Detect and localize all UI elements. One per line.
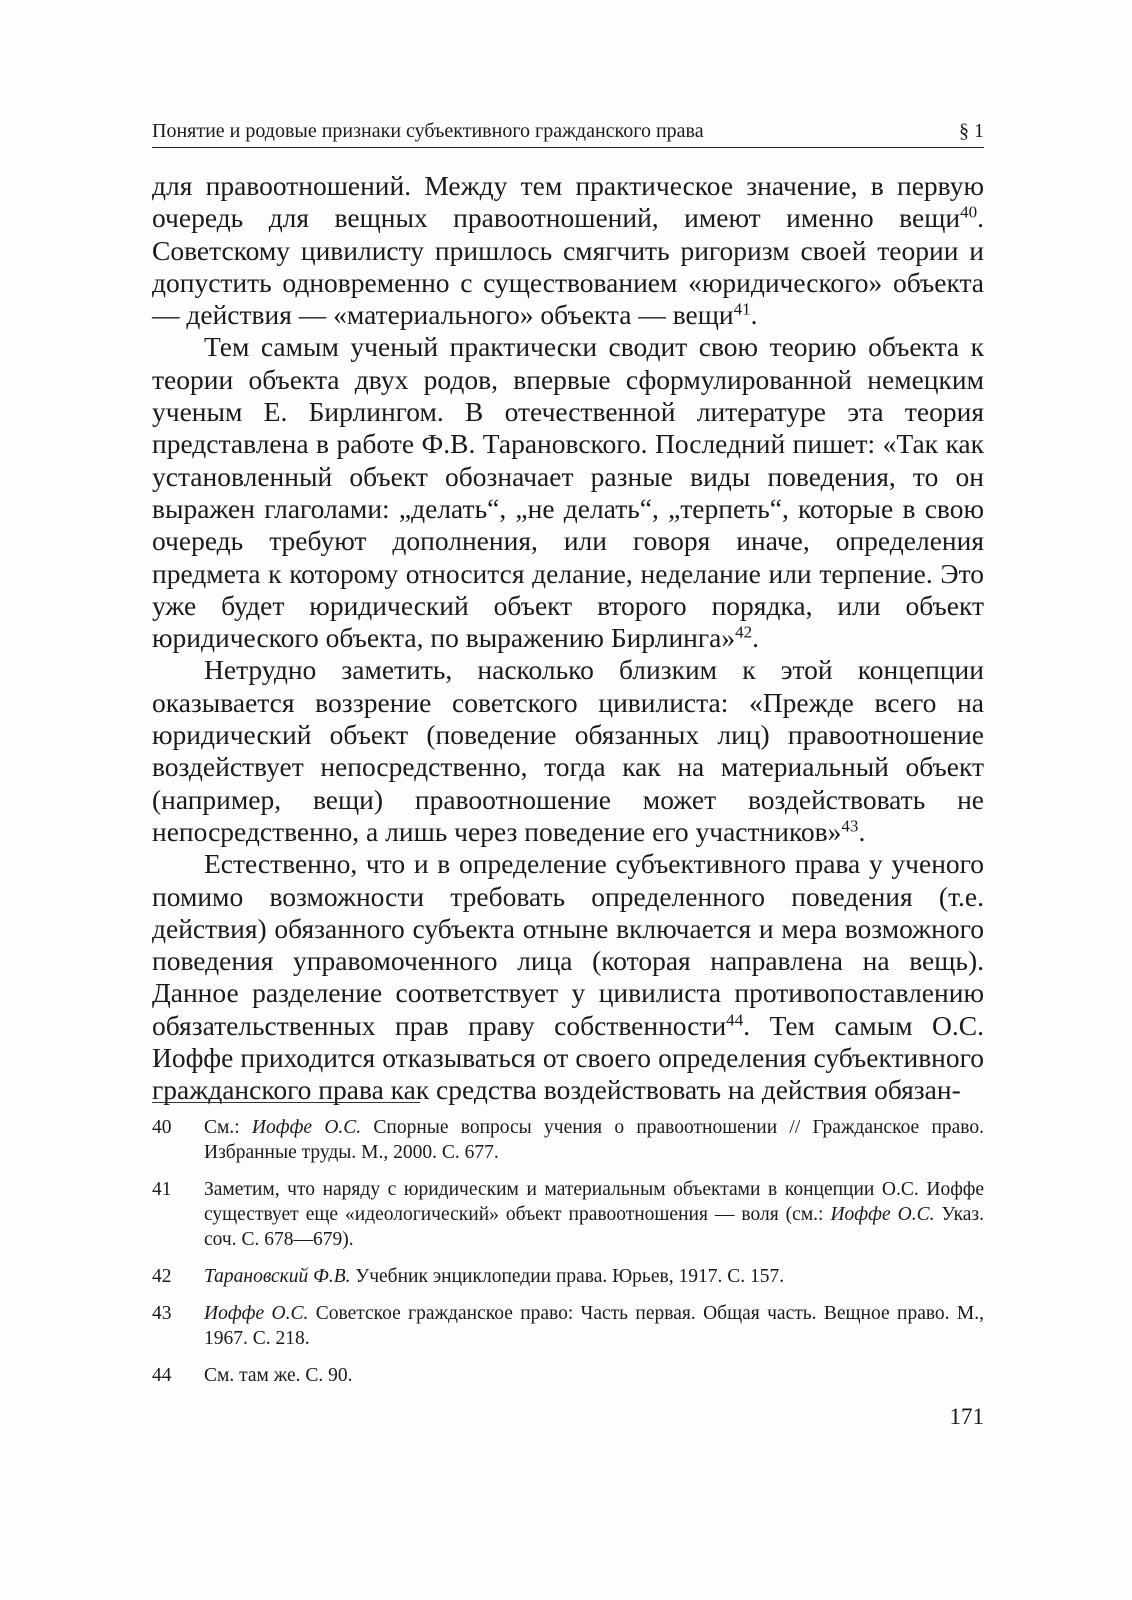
footnote-ref: 42 bbox=[735, 622, 753, 642]
paragraph-text: . bbox=[858, 815, 866, 847]
paragraph-1 bbox=[152, 170, 984, 331]
paragraph-4 bbox=[152, 848, 984, 1106]
running-header bbox=[152, 119, 984, 148]
footnote-40 bbox=[152, 1115, 984, 1165]
footnote-41 bbox=[152, 1177, 984, 1252]
footnote-text-part: Указ. соч. С. 678—679). bbox=[204, 1204, 984, 1250]
footnote-number: 41 bbox=[152, 1179, 172, 1200]
paragraph-text: . Тем самым О.С. Иоффе приходится отказываться от своего определения субъективного гражданского права как средства воздействовать на действия обязан- bbox=[152, 1009, 984, 1106]
footnote-42 bbox=[152, 1264, 984, 1289]
footnote-43 bbox=[152, 1301, 984, 1351]
paragraph-text: . Советскому цивилисту пришлось смягчить ригоризм своей теории и допустить одновременно с существованием «юридического» объекта — действия — «материального» объекта — вещи bbox=[152, 202, 984, 331]
footnote-text-part: См.: bbox=[204, 1117, 252, 1138]
footnote-number: 40 bbox=[152, 1117, 172, 1138]
main-text bbox=[152, 170, 984, 1107]
footnote-text bbox=[204, 1115, 984, 1165]
footnote-ref: 43 bbox=[841, 816, 859, 836]
footnotes bbox=[152, 1115, 984, 1400]
footnote-author: Иоффе О.С. bbox=[251, 1117, 362, 1138]
footnote-divider bbox=[152, 1102, 420, 1103]
footnote-text bbox=[204, 1363, 984, 1388]
paragraph-text: . bbox=[750, 299, 758, 331]
paragraph-text: Тем самым ученый практически сводит свою теорию объекта к теории объекта двух родов, впервые сформулированной немецким ученым Е. Бирлингом. В отечественной литературе эта теория представлена в работе Ф.В. Тарановского. Последний пишет: «Так как установленный объект обозначает разные виды поведения, то он выражен глаголами: „делать“, „не делать“, „терпеть“, которые в свою очередь требуют дополнения, или говоря иначе, определения предмета к которому относится делание, неделание или терпение. Это уже будет юридический объект второго порядка, или объект юридического объекта, по выражению Бирлинга» bbox=[152, 331, 984, 654]
paragraph-text: Естественно, что и в определение субъективного права у ученого помимо возможности требовать определенного поведения (т.е. действия) обязанного субъекта отныне включается и мера возможного поведения управомоченного лица (которая направлена на вещь). Данное разделение соответствует у цивилиста противопоставлению обязательственных прав праву собственности bbox=[152, 848, 984, 1041]
paragraph-2 bbox=[152, 331, 984, 654]
footnote-ref: 41 bbox=[733, 299, 751, 319]
footnote-44 bbox=[152, 1363, 984, 1388]
footnote-author: Иоффе О.С. bbox=[830, 1204, 935, 1225]
footnote-number: 42 bbox=[152, 1266, 172, 1287]
paragraph-text: . bbox=[752, 622, 760, 654]
paragraph-text: Нетрудно заметить, насколько близким к этой концепции оказывается воззрение советского цивилиста: «Прежде всего на юридический объект (поведение обязанных лиц) правоотношение воздействует непосредственно, тогда как на материальный объект (например, вещи) правоотношение может воздействовать не непосредственно, а лишь через поведение его участников» bbox=[152, 654, 984, 847]
running-header-section: § 1 bbox=[959, 120, 984, 142]
footnote-number: 44 bbox=[152, 1365, 172, 1386]
footnote-text bbox=[204, 1177, 984, 1252]
footnote-text-part: Учебник энциклопедии права. Юрьев, 1917. С. 157. bbox=[350, 1266, 785, 1287]
footnote-text-part: См. там же. С. 90. bbox=[204, 1365, 353, 1386]
footnote-text-part: Советское гражданское право: Часть первая. Общая часть. Вещное право. М., 1967. С. 218. bbox=[204, 1303, 985, 1349]
footnote-text bbox=[204, 1264, 984, 1289]
footnote-ref: 40 bbox=[960, 202, 978, 222]
footnote-text bbox=[204, 1301, 984, 1351]
paragraph-3 bbox=[152, 654, 984, 848]
footnote-text-part: Спорные вопросы учения о правоотношении // Гражданское право. Избранные труды. М., 2000. С. 677. bbox=[204, 1117, 985, 1163]
footnote-author: Тарановский Ф.В. bbox=[204, 1266, 351, 1287]
footnote-author: Иоффе О.С. bbox=[204, 1303, 309, 1324]
footnote-ref: 44 bbox=[726, 1010, 744, 1030]
paragraph-text: для правоотношений. Между тем практическое значение, в первую очередь для вещных правоотношений, имеют именно вещи bbox=[152, 170, 984, 234]
footnote-text-part: Заметим, что наряду с юридическим и материальным объектами в концепции О.С. Иоффе существует еще «идеологический» объект правоотношения — воля (см.: bbox=[204, 1179, 984, 1225]
running-header-title: Понятие и родовые признаки субъективного гражданского права bbox=[152, 120, 704, 142]
page-number: 171 bbox=[949, 1404, 984, 1429]
footnote-number: 43 bbox=[152, 1303, 172, 1324]
